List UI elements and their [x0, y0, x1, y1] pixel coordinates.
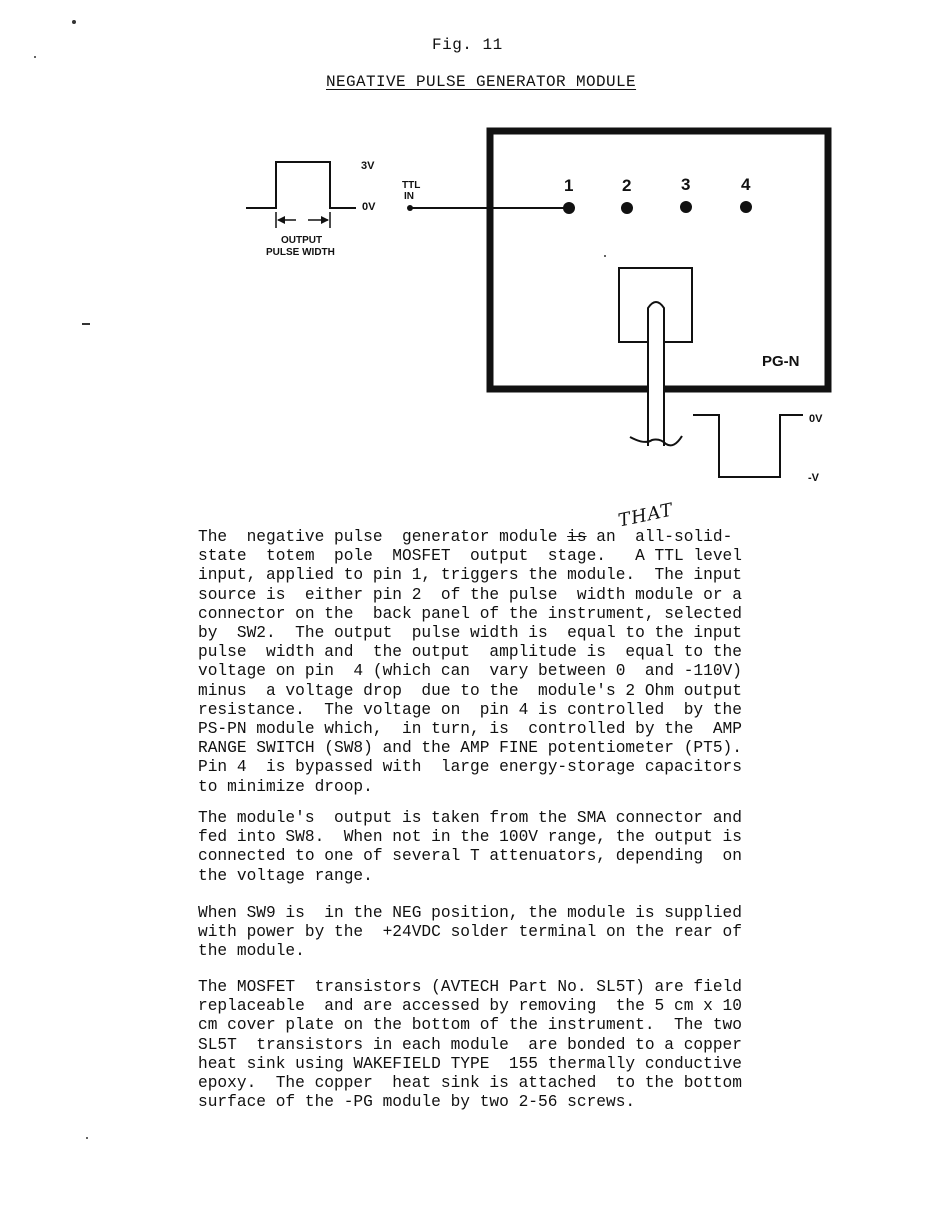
input-pulse-waveform: [246, 162, 356, 208]
label-negative-v: -V: [808, 472, 819, 484]
pin-3-label: 3: [681, 175, 691, 194]
pin-2-dot: [621, 202, 633, 214]
pin-4-label: 4: [741, 175, 751, 194]
paragraph-4: The MOSFET transistors (AVTECH Part No. SL5T) are field replaceable and are accessed by removing the 5 cm x 10 cm cover plate on the bottom of the instrument. The two SL5T transistors in each module are bonded to a copper heat sink using WAKEFIELD TYPE 155 thermally conductive epoxy. The copper heat sink is attached to the bottom surface of the -PG module by two 2-56 screws.: [198, 978, 742, 1112]
paragraph-3: When SW9 is in the NEG position, the module is supplied with power by the +24VDC solder terminal on the rear of the module.: [198, 904, 742, 961]
paragraph-1-rest: an all-solid- state totem pole MOSFET output stage. A TTL level input, applied to pin 1, triggers the module. The input source is either pin 2 of the pulse width module or a connector on the back panel of the instrument, selected by SW2. The output pulse width is equal to the input pulse width and the output amplitude is equal to the voltage on pin 4 (which can vary between 0 and -110V) minus a voltage drop due to the module's 2 Ohm output resistance. The voltage on pin 4 is controlled by the PS-PN module which, in turn, is controlled by the AMP RANGE SWITCH (SW8) and the AMP FINE potentiometer (PT5). Pin 4 is bypassed with large energy-storage capacitors to minimize droop.: [198, 528, 742, 796]
paragraph-2: The module's output is taken from the SMA connector and fed into SW8. When not in the 100V range, the output is connected to one of several T attenuators, depending on the voltage range.: [198, 809, 742, 885]
pin-3-dot: [680, 201, 692, 213]
label-0v-output: 0V: [809, 413, 823, 425]
handwritten-correction: THAT: [616, 499, 676, 532]
pulse-width-arrowhead-left: [277, 216, 285, 224]
output-cable: [648, 302, 664, 446]
output-pulse-waveform: [693, 415, 803, 477]
pin-1-label: 1: [564, 176, 574, 195]
paragraph-1: [198, 528, 826, 797]
struck-word: is: [567, 528, 587, 546]
paragraph-1-start: The negative pulse generator module: [198, 528, 568, 546]
label-3v: 3V: [361, 160, 375, 172]
label-0v-input: 0V: [362, 201, 376, 213]
pin-1-dot: [563, 202, 575, 214]
figure-number: Fig. 11: [432, 36, 503, 54]
scan-speck: [604, 255, 606, 257]
module-label: PG-N: [762, 353, 800, 370]
label-output: OUTPUT: [281, 235, 323, 246]
scan-speck: [34, 56, 36, 58]
label-ttl: TTL: [402, 180, 421, 191]
label-pulse-width: PULSE WIDTH: [266, 247, 335, 258]
pulse-width-arrowhead-right: [321, 216, 329, 224]
scan-speck: [82, 323, 90, 325]
label-in: IN: [404, 191, 414, 202]
scan-speck: [72, 20, 76, 24]
pulse-generator-diagram: [0, 0, 950, 500]
pin-2-label: 2: [622, 176, 632, 195]
figure-title: NEGATIVE PULSE GENERATOR MODULE: [326, 73, 637, 91]
scan-speck: [86, 1137, 88, 1139]
pin-4-dot: [740, 201, 752, 213]
